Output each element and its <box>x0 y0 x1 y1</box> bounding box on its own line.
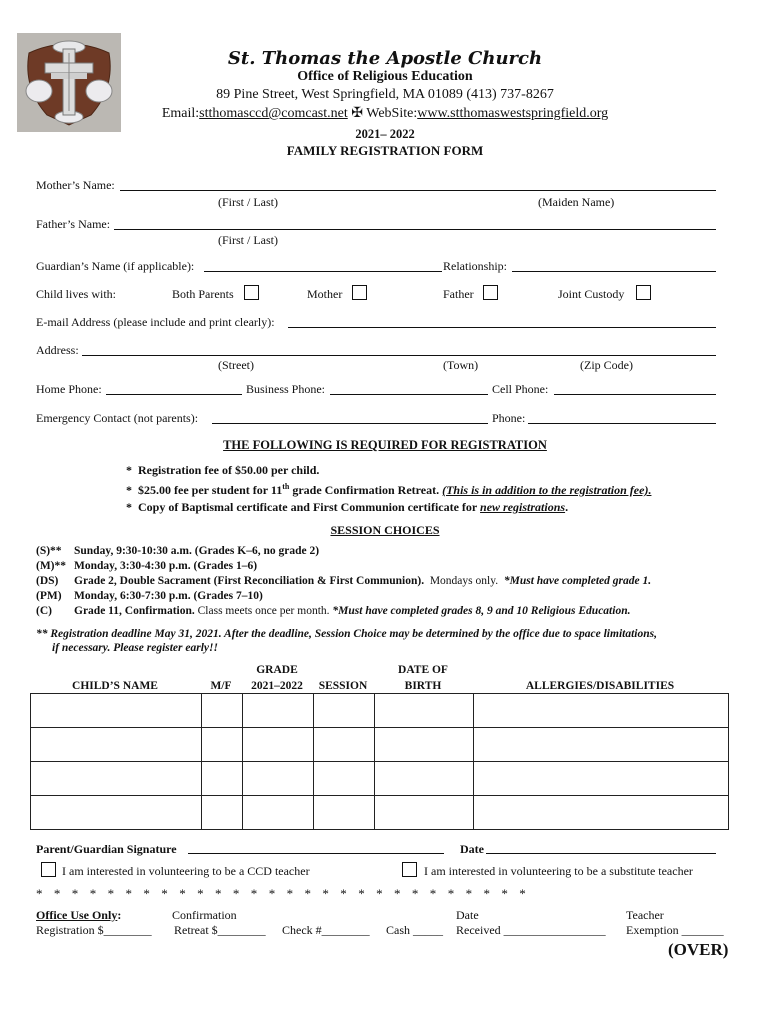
dob-cell[interactable] <box>375 762 474 796</box>
allergies-cell[interactable] <box>474 694 729 728</box>
mother-name-field[interactable] <box>120 190 716 191</box>
church-address: 89 Pine Street, West Springfield, MA 01089 (413) 737-8267 <box>216 87 554 102</box>
email-address-label: E-mail Address (please include and print clearly): <box>36 315 275 329</box>
signature-label: Parent/Guardian Signature <box>36 842 177 856</box>
address-field[interactable] <box>82 355 716 356</box>
father-name-field[interactable] <box>114 229 716 230</box>
signature-date-field[interactable] <box>486 853 716 854</box>
cross-icon: ✠ <box>351 106 363 121</box>
bullet-icon: * <box>126 483 132 497</box>
divider-stars: **************************** <box>36 886 538 901</box>
office-registration: Registration $________ <box>36 923 152 937</box>
session-choices-heading: SESSION CHOICES <box>330 523 440 537</box>
office-confirmation: Confirmation <box>172 908 237 922</box>
requirement-2-text-b: grade Confirmation Retreat. <box>289 483 440 497</box>
joint-custody-checkbox[interactable] <box>636 285 651 300</box>
street-caption: (Street) <box>218 358 254 372</box>
mother-maiden-caption: (Maiden Name) <box>538 195 615 209</box>
requirement-retreat-fee <box>126 482 651 498</box>
office-received: Received _________________ <box>456 923 606 937</box>
col-grade-line2: 2021–2022 <box>251 680 303 692</box>
volunteer-ccd-checkbox[interactable] <box>41 862 56 877</box>
requirement-3-period: . <box>565 500 569 514</box>
church-logo <box>17 33 121 132</box>
table-row <box>31 762 729 796</box>
office-teacher: Teacher <box>626 908 664 922</box>
email-label: Email: <box>161 106 200 121</box>
office-use-colon: : <box>117 908 122 922</box>
session-c-bold: Grade 11, Confirmation. <box>74 605 195 617</box>
col-childs-name: CHILD’S NAME <box>72 680 158 692</box>
email-address-field[interactable] <box>288 327 716 328</box>
col-dob-line1: DATE OF <box>398 664 448 676</box>
requirement-3-text: Copy of Baptismal certificate and First Communion certificate for <box>138 500 481 514</box>
allergies-cell[interactable] <box>474 796 729 830</box>
father-checkbox[interactable] <box>483 285 498 300</box>
grade-cell[interactable] <box>243 728 314 762</box>
emergency-phone-label: Phone: <box>492 411 526 425</box>
email-link[interactable]: stthomasccd@comcast.net <box>199 106 348 121</box>
office-use-label: Office Use Only <box>36 908 118 922</box>
mother-first-last-caption: (First / Last) <box>218 195 278 209</box>
option-mother-label: Mother <box>307 287 343 301</box>
both-parents-checkbox[interactable] <box>244 285 259 300</box>
cell-phone-field[interactable] <box>554 394 716 395</box>
office-retreat: Retreat $________ <box>174 923 266 937</box>
mf-cell[interactable] <box>202 762 243 796</box>
town-caption: (Town) <box>443 358 479 372</box>
session-ds-bold: Grade 2, Double Sacrament (First Reconciliation & First Communion). <box>74 575 425 587</box>
requirement-registration-fee <box>126 463 319 478</box>
volunteer-substitute-checkbox[interactable] <box>402 862 417 877</box>
church-name: St. Thomas the Apostle Church <box>227 48 543 69</box>
option-joint-custody-label: Joint Custody <box>558 287 625 301</box>
bullet-icon: * <box>126 463 132 477</box>
father-name-label: Father’s Name: <box>36 217 111 231</box>
mf-cell[interactable] <box>202 796 243 830</box>
table-row <box>31 694 729 728</box>
father-first-last-caption: (First / Last) <box>218 233 278 247</box>
dob-cell[interactable] <box>375 728 474 762</box>
mf-cell[interactable] <box>202 728 243 762</box>
session-ds-plain: Mondays only. <box>424 575 504 587</box>
dob-cell[interactable] <box>375 796 474 830</box>
child-name-cell[interactable] <box>31 796 202 830</box>
form-title: FAMILY REGISTRATION FORM <box>286 143 484 158</box>
mf-cell[interactable] <box>202 694 243 728</box>
guardian-name-field[interactable] <box>204 271 442 272</box>
table-row <box>31 728 729 762</box>
volunteer-ccd-label: I am interested in volunteering to be a CCD teacher <box>62 864 310 878</box>
session-ds-code: (DS) <box>36 575 59 587</box>
business-phone-label: Business Phone: <box>246 382 326 396</box>
business-phone-field[interactable] <box>330 394 488 395</box>
grade-cell[interactable] <box>243 762 314 796</box>
bullet-icon: * <box>126 500 132 514</box>
children-table <box>30 693 729 830</box>
col-allergies: ALLERGIES/DISABILITIES <box>525 680 675 692</box>
child-name-cell[interactable] <box>31 728 202 762</box>
col-session: SESSION <box>318 680 368 692</box>
emergency-contact-label: Emergency Contact (not parents): <box>36 411 199 425</box>
volunteer-substitute-label: I am interested in volunteering to be a substitute teacher <box>424 864 693 878</box>
signature-date-label: Date <box>460 842 484 856</box>
allergies-cell[interactable] <box>474 762 729 796</box>
cell-phone-label: Cell Phone: <box>492 382 549 396</box>
address-label: Address: <box>36 343 79 357</box>
table-row <box>31 796 729 830</box>
signature-field[interactable] <box>188 853 444 854</box>
session-m-text: Monday, 3:30-4:30 p.m. (Grades 1–6) <box>74 560 258 572</box>
session-cell[interactable] <box>314 694 375 728</box>
school-year: 2021– 2022 <box>355 127 415 141</box>
website-link[interactable]: www.stthomaswestspringfield.org <box>417 106 609 121</box>
child-name-cell[interactable] <box>31 694 202 728</box>
website-label: WebSite: <box>366 106 418 121</box>
deadline-note-1: ** Registration deadline May 31, 2021. After the deadline, Session Choice may be determined by the office due to space limitations, <box>36 628 657 640</box>
session-m-code: (M)** <box>36 560 67 572</box>
session-cell[interactable] <box>314 796 375 830</box>
office-exemption: Exemption _______ <box>626 923 724 937</box>
session-ds-text <box>74 575 651 587</box>
col-dob-line2: BIRTH <box>404 680 442 692</box>
deadline-note-2: if necessary. Please register early!! <box>52 642 218 654</box>
home-phone-field[interactable] <box>106 394 242 395</box>
session-cell[interactable] <box>314 728 375 762</box>
office-cash: Cash _____ <box>386 923 443 937</box>
session-s-code: (S)** <box>36 545 62 557</box>
session-ds-italic: *Must have completed grade 1. <box>503 575 652 587</box>
child-name-cell[interactable] <box>31 762 202 796</box>
session-pm-code: (PM) <box>36 590 62 602</box>
relationship-field[interactable] <box>512 271 716 272</box>
home-phone-label: Home Phone: <box>36 382 102 396</box>
emergency-phone-field[interactable] <box>528 423 716 424</box>
dob-cell[interactable] <box>375 694 474 728</box>
session-c-code: (C) <box>36 605 52 617</box>
grade-cell[interactable] <box>243 694 314 728</box>
allergies-cell[interactable] <box>474 728 729 762</box>
relationship-label: Relationship: <box>443 259 507 273</box>
option-both-parents-label: Both Parents <box>172 287 234 301</box>
guardian-name-label: Guardian’s Name (if applicable): <box>36 259 195 273</box>
child-lives-label: Child lives with: <box>36 287 117 301</box>
church-seal-image <box>17 33 121 132</box>
grade-cell[interactable] <box>243 796 314 830</box>
office-title: Office of Religious Education <box>297 69 473 84</box>
contact-line <box>120 105 650 122</box>
requirement-2-note: (This is in addition to the registration fee). <box>442 483 652 497</box>
office-date: Date <box>456 908 479 922</box>
office-use-heading <box>36 908 121 923</box>
session-pm-text: Monday, 6:30-7:30 p.m. (Grades 7–10) <box>74 590 263 602</box>
session-c-plain: Class meets once per month. <box>194 605 333 617</box>
session-c-text <box>74 605 630 617</box>
session-c-italic: *Must have completed grades 8, 9 and 10 Religious Education. <box>332 605 631 617</box>
requirement-3-emphasis: new registrations <box>480 500 566 514</box>
emergency-contact-field[interactable] <box>212 423 488 424</box>
requirement-2-text: $25.00 fee per student for 11 <box>138 483 283 497</box>
mother-checkbox[interactable] <box>352 285 367 300</box>
mother-name-label: Mother’s Name: <box>36 178 115 192</box>
over-label: (OVER) <box>668 940 729 959</box>
requirements-heading: THE FOLLOWING IS REQUIRED FOR REGISTRATION <box>223 438 547 452</box>
requirement-certificates <box>126 500 568 515</box>
office-check: Check #________ <box>282 923 370 937</box>
zip-caption: (Zip Code) <box>580 358 633 372</box>
session-cell[interactable] <box>314 762 375 796</box>
requirement-2-sup: th <box>282 482 290 491</box>
col-mf: M/F <box>210 680 232 692</box>
option-father-label: Father <box>443 287 474 301</box>
requirement-1-text: Registration fee of $50.00 per child. <box>138 463 320 477</box>
session-s-text: Sunday, 9:30-10:30 a.m. (Grades K–6, no grade 2) <box>74 545 320 557</box>
col-grade-line1: GRADE <box>256 664 298 676</box>
